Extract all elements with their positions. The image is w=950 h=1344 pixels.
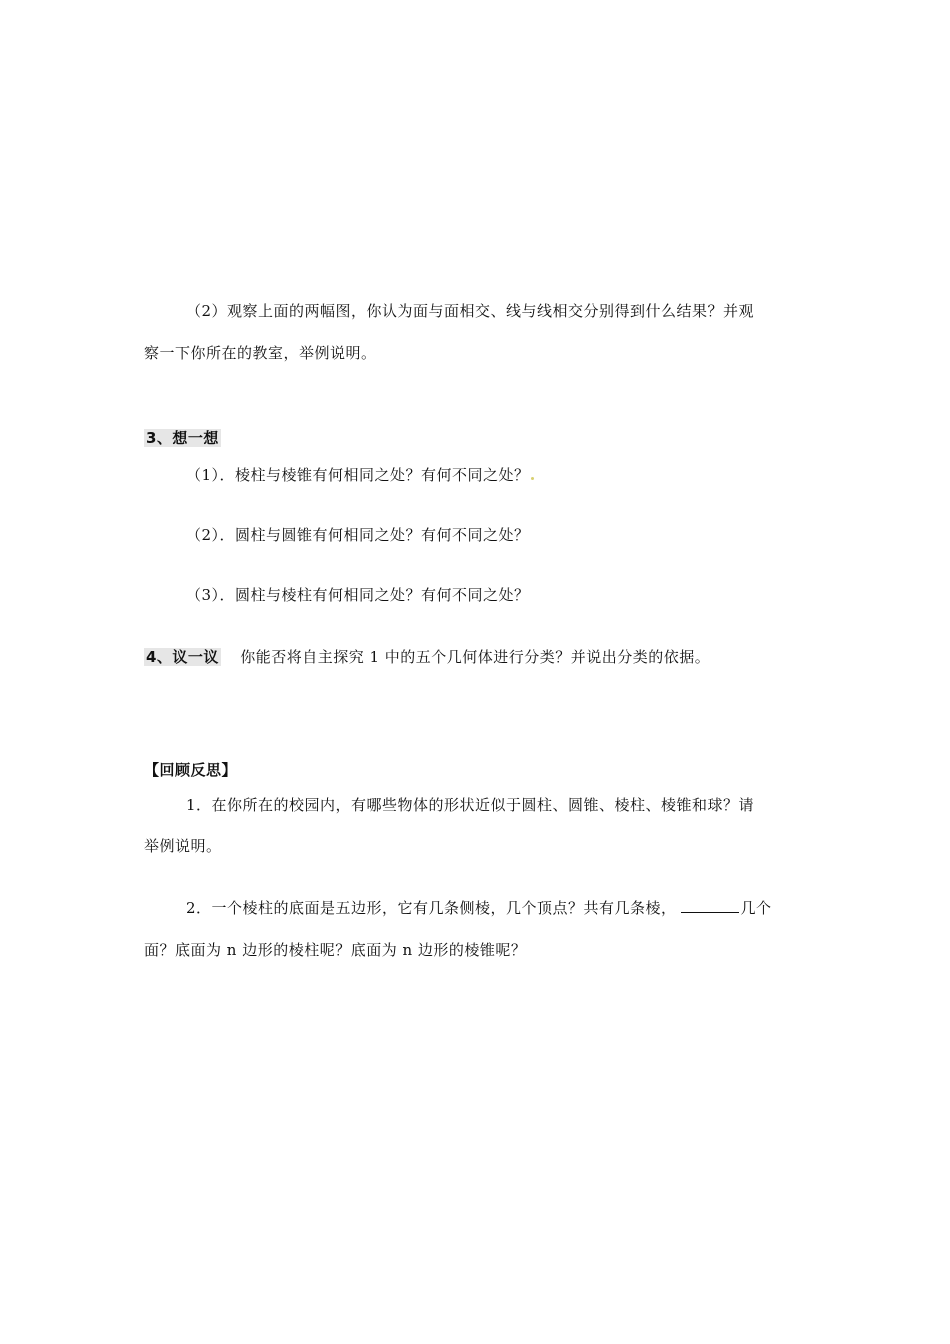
think-heading	[144, 428, 221, 448]
think-question-1-text: （1）．棱柱与棱锥有何相同之处？有何不同之处？	[186, 466, 530, 484]
answer-blank[interactable]	[681, 898, 739, 913]
think-question-1	[186, 465, 535, 485]
think-question-2: （2）．圆柱与圆锥有何相同之处？有何不同之处？	[186, 526, 530, 544]
observe-question-2-line1: （2）观察上面的两幅图，你认为面与面相交、线与线相交分别得到什么结果？并观	[186, 302, 755, 320]
annotation-dot-icon	[531, 477, 534, 480]
discuss-row	[144, 647, 710, 667]
think-question-3: （3）．圆柱与棱柱有何相同之处？有何不同之处？	[186, 586, 530, 604]
discuss-text: 你能否将自主探究 1 中的五个几何体进行分类？并说出分类的依据。	[240, 648, 711, 666]
review-item-1-line2: 举例说明。	[144, 837, 222, 855]
review-item-2-before: 2．一个棱柱的底面是五边形，它有几条侧棱，几个顶点？共有几条棱，	[186, 899, 677, 917]
review-item-2-after: 几个	[740, 899, 772, 917]
think-heading-text: 3、想一想	[146, 429, 219, 447]
review-item-2-line1	[186, 898, 772, 918]
review-item-2-line2: 面？底面为 n 边形的棱柱呢？底面为 n 边形的棱锥呢？	[144, 941, 527, 959]
discuss-heading: 4、议一议	[146, 648, 219, 666]
observe-question-2-line2: 察一下你所在的教室，举例说明。	[144, 344, 377, 362]
review-heading: 【回顾反思】	[144, 761, 238, 779]
review-item-1-line1: 1．在你所在的校园内，有哪些物体的形状近似于圆柱、圆锥、棱柱、棱锥和球？请	[186, 796, 755, 814]
